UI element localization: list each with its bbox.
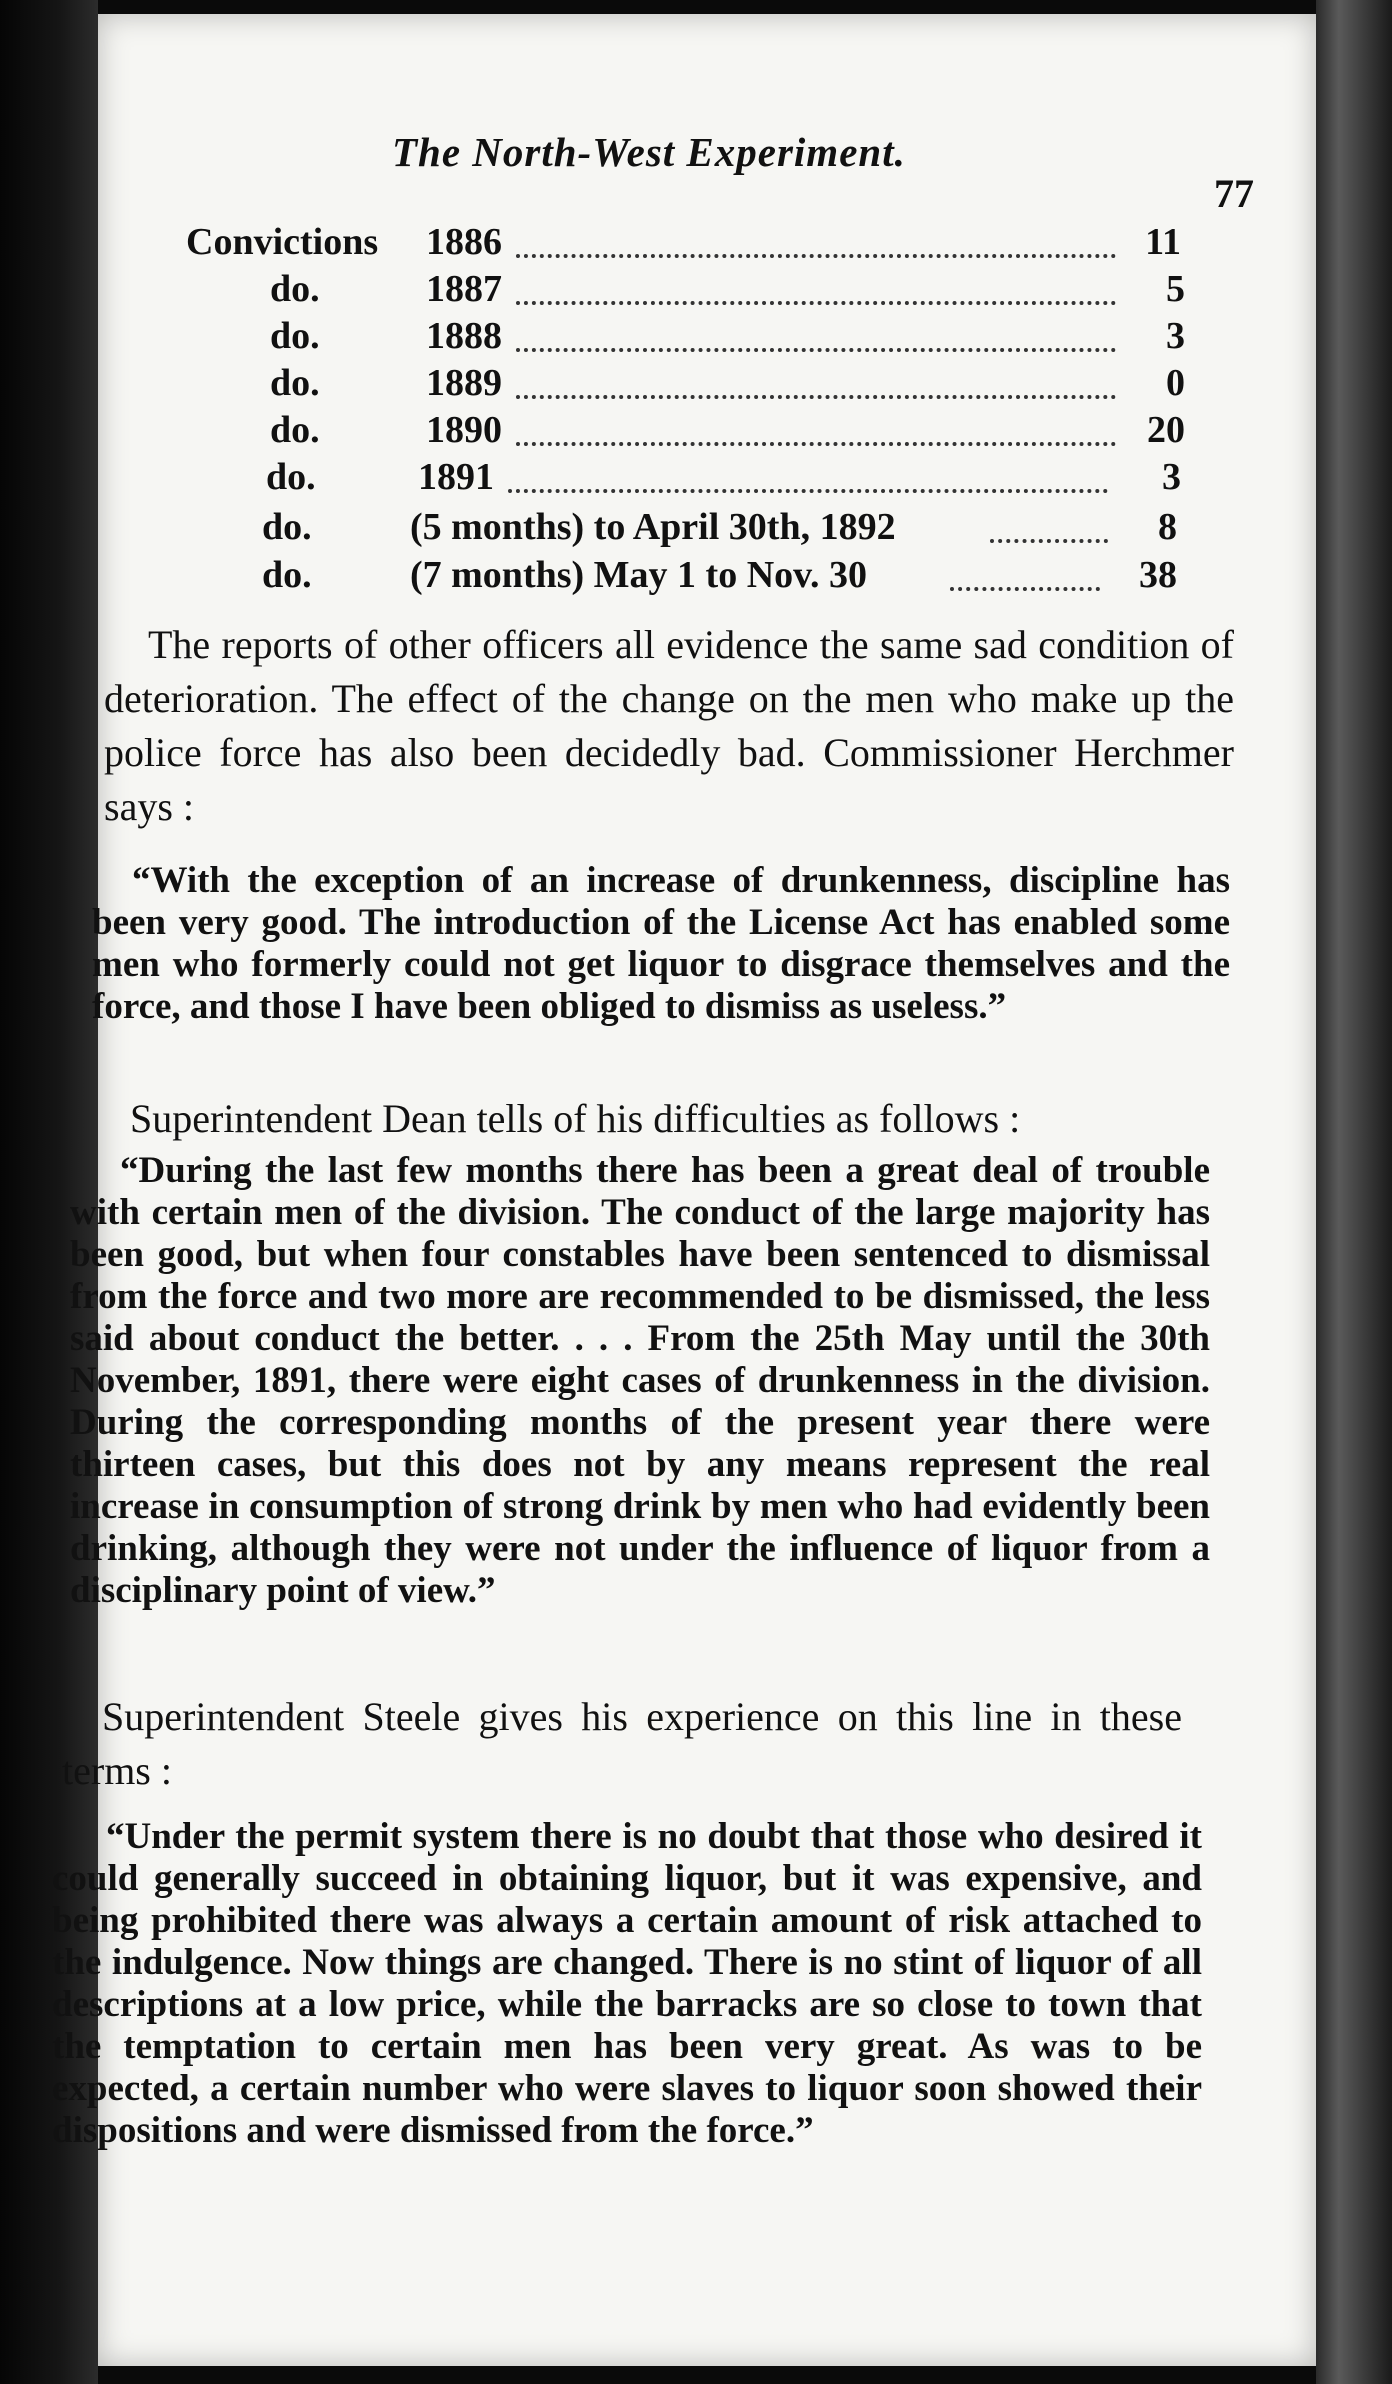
row-period: (5 months) to April 30th, 1892 <box>410 506 896 548</box>
row-period: 1889 <box>426 362 502 404</box>
convictions-row <box>270 408 1200 456</box>
leader-dots <box>516 344 1116 352</box>
row-label: do. <box>266 456 316 498</box>
page-number: 77 <box>1214 171 1254 216</box>
leader-dots <box>516 391 1116 399</box>
convictions-row <box>270 267 1200 315</box>
leader-dots <box>516 297 1116 305</box>
row-count: 38 <box>1139 554 1177 596</box>
row-period: 1886 <box>426 221 502 263</box>
convictions-row <box>270 314 1200 362</box>
row-label: do. <box>270 362 320 404</box>
book-page-edges <box>1316 0 1392 2384</box>
row-count: 3 <box>1162 456 1181 498</box>
row-label: do. <box>262 554 312 596</box>
leader-dots <box>516 438 1116 446</box>
convictions-row <box>262 505 1192 553</box>
row-count: 11 <box>1145 221 1181 263</box>
row-period: 1887 <box>426 268 502 310</box>
row-count: 3 <box>1166 315 1185 357</box>
row-label: Convictions <box>186 221 379 263</box>
row-label: do. <box>262 506 312 548</box>
quote-steele: “Under the permit system there is no doubt that those who desired it could generally succeed in obtaining liquor, but it was expensive, and being prohibited there was always a certain amount of risk attached to the indulgence. Now things are changed. There is no stint of liquor of all descriptions at a low price, while the barracks are so close to town that the temptation to certain men has been very great. As was to be expected, a certain number who were slaves to liquor soon showed their dispositions and were dismissed from the force.” <box>52 1816 1202 2151</box>
row-count: 20 <box>1147 409 1185 451</box>
row-count: 5 <box>1166 268 1185 310</box>
row-label: do. <box>270 268 320 310</box>
convictions-row <box>270 361 1200 409</box>
leader-dots <box>516 250 1116 258</box>
row-period: (7 months) May 1 to Nov. 30 <box>410 554 868 596</box>
leader-dots <box>990 535 1108 543</box>
row-label: do. <box>270 409 320 451</box>
paragraph-dean: Superintendent Dean tells of his difficulties as follows : <box>130 1096 1021 1141</box>
quote-dean: “During the last few months there has been a great deal of trouble with certain men of the division. The conduct of the large majority has been good, but when four constables have been sentenced to dismissal from the force and two more are recommended to be dismissed, the less said about conduct the better. . . . From the 25th May until the 30th November, 1891, there were eight cases of drunkenness in the division. During the corresponding months of the present year there were thirteen cases, but this does not by any means represent the real increase in consumption of strong drink by men who had evidently been drinking, although they were not under the influence of liquor from a disciplinary point of view.” <box>70 1150 1210 1611</box>
paragraph-reports: The reports of other officers all evidence the same sad condition of deterioration. The effect of the change on the men who make up the police force has also been decidedly bad. Commissioner Herchmer says : <box>104 622 1234 829</box>
row-count: 8 <box>1158 506 1177 548</box>
row-period: 1888 <box>426 315 502 357</box>
convictions-row <box>186 220 1196 268</box>
row-label: do. <box>270 315 320 357</box>
row-period: 1891 <box>418 456 494 498</box>
row-count: 0 <box>1166 362 1185 404</box>
convictions-row <box>266 455 1196 503</box>
paragraph-steele: Superintendent Steele gives his experience on this line in these terms : <box>62 1694 1182 1793</box>
leader-dots <box>508 485 1108 493</box>
leader-dots <box>950 583 1100 591</box>
quote-herchmer: “With the exception of an increase of drunkenness, discipline has been very good. The introduction of the License Act has enabled some men who formerly could not get liquor to disgrace themselves and the force, and those I have been obliged to dismiss as useless.” <box>92 860 1230 1027</box>
row-period: 1890 <box>426 409 502 451</box>
convictions-row <box>262 553 1192 601</box>
running-head: The North-West Experiment. <box>392 129 906 175</box>
